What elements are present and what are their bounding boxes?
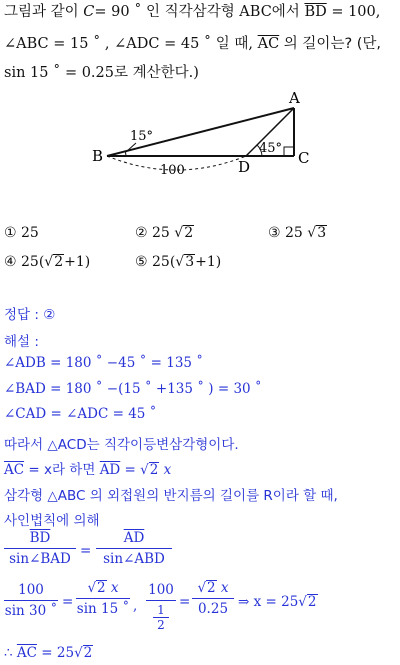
question-line-2: ∠ABC = 15 ˚ , ∠ADC = 45 ˚ 일 때, $\overline{AC}$ 의 길이는? (단, xyxy=(4,36,382,52)
choice-5[interactable]: ⑤ 25(√3+1) xyxy=(135,254,222,270)
equals-sign-1: = xyxy=(80,543,92,559)
comma: , xyxy=(133,598,138,614)
label-c: C xyxy=(298,149,310,167)
equals-sign-3: = xyxy=(179,594,191,610)
question-line-1: 그림과 같이 C= 90 ˚ 인 직각삼각형 ABC에서 $\overline{BD} = 100$, xyxy=(4,4,381,20)
label-d: D xyxy=(238,158,251,176)
fraction-100-over-sin30: 100 sin 30 ˚ xyxy=(4,582,58,619)
answer-line: 정답 : ② xyxy=(4,307,56,323)
choice-3[interactable]: ③ 25 √3 xyxy=(268,225,327,241)
label-a: A xyxy=(289,89,300,107)
step-7: 사인법칙에 의해 xyxy=(4,513,100,529)
step-6: 삼각형 △ABC 의 외접원의 반지름의 길이를 R이라 할 때, xyxy=(4,488,338,504)
bd-length-label: 100 xyxy=(160,163,185,178)
fraction-root2x-over-025: √2 x 0.25 xyxy=(192,580,234,617)
right-angle-mark xyxy=(284,147,294,156)
fraction-100-over-half: 100 1 2 xyxy=(146,582,176,632)
explanation-heading: 해설 : xyxy=(4,334,39,350)
step-3: ∠CAD = ∠ADC = 45 ˚ xyxy=(4,406,157,422)
step-1: ∠ADB = 180 ˚ −45 ˚ = 135 ˚ xyxy=(4,355,204,371)
angle-d-label: 45° xyxy=(259,141,283,156)
fraction-ad-over-sin-abd: $\overline{AD}$ sin∠ABD xyxy=(96,530,172,567)
step-5: $\overline{AC} = x$라 하면 $\overline{AD} = √2$ x xyxy=(4,462,172,478)
segment-bd: $\overline{BD}$ xyxy=(304,4,327,20)
segment-ac: $\overline{AC}$ xyxy=(257,36,280,52)
result-x: ⇒ x = 25√2 xyxy=(238,594,317,610)
question-line-3: sin 15 ˚ = 0.25로 계산한다.) xyxy=(4,65,199,81)
triangle-figure xyxy=(0,85,400,185)
final-answer: ∴ $\overline{AC} = 25√2$ xyxy=(4,645,93,661)
label-b: B xyxy=(92,147,104,165)
step-2: ∠BAD = 180 ˚ −(15 ˚ +135 ˚ ) = 30 ˚ xyxy=(4,381,262,397)
fraction-bd-over-sin-bad: $\overline{BD}$ sin∠BAD xyxy=(4,530,76,567)
step-4: 따라서 △ACD는 직각이등변삼각형이다. xyxy=(4,437,239,453)
choice-1[interactable]: ① 25 xyxy=(4,225,39,241)
fraction-root2x-over-sin15: √2 x sin 15 ˚ xyxy=(76,580,130,617)
equals-sign-2: = xyxy=(62,594,74,610)
choice-4[interactable]: ④ 25(√2+1) xyxy=(4,254,91,270)
angle-b-label: 15° xyxy=(130,129,154,144)
choice-2[interactable]: ② 25 √2 xyxy=(135,225,194,241)
